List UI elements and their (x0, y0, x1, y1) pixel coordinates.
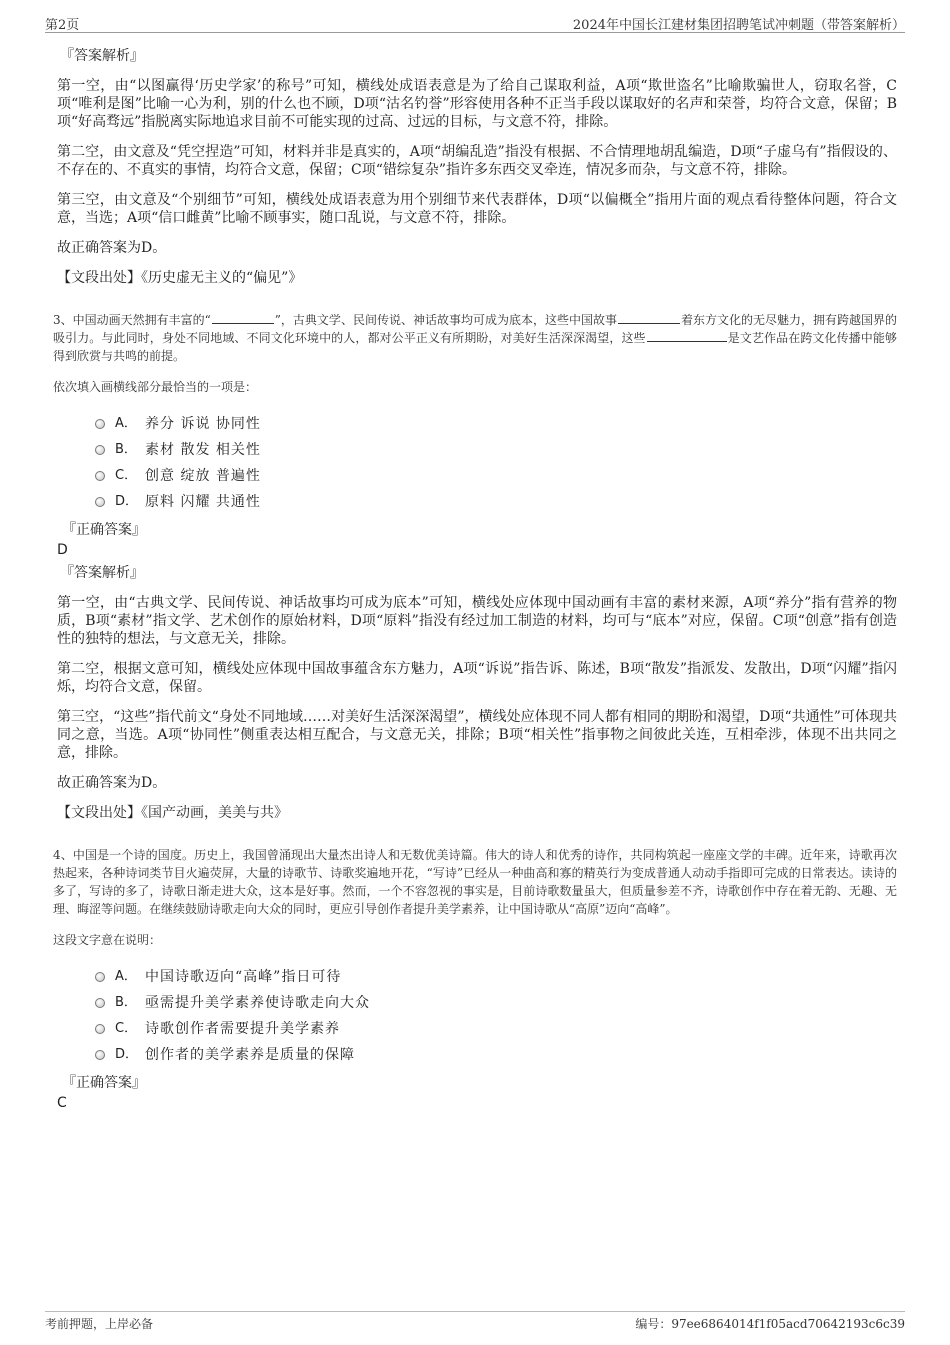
page-header (45, 14, 905, 33)
correct-answer: D (57, 542, 68, 558)
answer-conclusion: 故正确答案为D。 (57, 775, 167, 791)
blank-3 (647, 329, 727, 342)
radio-icon[interactable] (95, 471, 105, 481)
option-text: 亟需提升美学素养使诗歌走向大众 (145, 995, 370, 1011)
option-letter: A． (115, 416, 137, 431)
page-number: 第2页 (45, 18, 80, 33)
stem-text: 3、中国动画天然拥有丰富的“ (53, 313, 211, 327)
blank-1 (212, 311, 274, 324)
analysis-paragraph: 第三空，“这些”指代前文“身处不同地域……对美好生活深深渴望”，横线处应体现不同人都有相同的期盼和渴望，D项“共通性”可体现共同之意，当选。A项“协同性”侧重表达相互配合，与文意无关，排除；B项“相关性”指事物之间彼此关连，互相牵涉，体现不出共同之意，排除。 (57, 709, 897, 761)
analysis-heading: 『答案解析』 (60, 48, 144, 64)
option-text: 原料 闪耀 共通性 (145, 494, 261, 510)
option-letter: C． (115, 1021, 138, 1036)
page-footer (45, 1311, 905, 1335)
correct-answer-heading: 『正确答案』 (62, 1075, 146, 1091)
radio-icon[interactable] (95, 1050, 105, 1060)
option-b[interactable] (95, 437, 897, 463)
analysis-heading: 『答案解析』 (60, 565, 144, 581)
option-text: 创作者的美学素养是质量的保障 (145, 1047, 355, 1063)
question-3-prompt: 依次填入画横线部分最恰当的一项是： (53, 380, 258, 394)
blank-2 (618, 311, 680, 324)
option-text: 诗歌创作者需要提升美学素养 (145, 1021, 340, 1037)
question-4-options (95, 964, 897, 1068)
option-c[interactable] (95, 463, 897, 489)
page-content (53, 46, 897, 1116)
analysis-paragraph: 第二空，由文意及“凭空捏造”可知，材料并非是真实的，A项“胡编乱造”指没有根据、不合情理地胡乱编造，D项“子虚乌有”指假设的、不存在的、不真实的事情，均符合文意，保留；C项“错综复杂”指许多东西交叉牵连，情况多而杂，与文意不符，排除。 (57, 144, 897, 178)
correct-answer: C (57, 1095, 67, 1111)
analysis-paragraph: 第三空，由文意及“个别细节”可知，横线处成语表意为用个别细节来代表群体，D项“以偏概全”指用片面的观点看待整体问题，符合文意，当选；A项“信口雌黄”比喻不顾事实，随口乱说，与文意不符，排除。 (57, 192, 897, 226)
option-text: 中国诗歌迈向“高峰”指日可待 (145, 969, 342, 985)
document-title: 2024年中国长江建材集团招聘笔试冲刺题（带答案解析） (572, 18, 905, 33)
option-a[interactable] (95, 411, 897, 437)
option-letter: C． (115, 468, 138, 483)
radio-icon[interactable] (95, 998, 105, 1008)
option-letter: A． (115, 969, 137, 984)
option-letter: B． (115, 995, 137, 1010)
question-3-options (95, 411, 897, 515)
option-d[interactable] (95, 1042, 897, 1068)
option-b[interactable] (95, 990, 897, 1016)
stem-text: 着东方文化的无尽魅力，拥有跨越国界的吸引力。与此同时，身处不同地域、不同文化环境中的人，都对公平正义有所期盼，对美好生活深深渴望，这些 (53, 313, 897, 345)
stem-text: ”，古典文学、民间传说、神话故事均可成为底本，这些中国故事 (274, 313, 617, 327)
radio-icon[interactable] (95, 445, 105, 455)
option-text: 养分 诉说 协同性 (145, 416, 261, 432)
option-a[interactable] (95, 964, 897, 990)
question-4-stem: 4、中国是一个诗的国度。历史上，我国曾涌现出大量杰出诗人和无数优美诗篇。伟大的诗人和优秀的诗作，共同构筑起一座座文学的丰碑。近年来，诗歌再次热起来，各种诗词类节目火遍荧屏，大量的诗歌节、诗歌奖遍地开花，“写诗”已经从一种曲高和寡的精英行为变成普通人动动手指即可完成的日常表达。读诗的多了，写诗的多了，诗歌日渐走进大众，这本是好事。然而，一个不容忽视的事实是，目前诗歌数量虽大，但质量参差不齐，诗歌创作中存在着无韵、无趣、无理、晦涩等问题。在继续鼓励诗歌走向大众的同时，更应引导创作者提升美学素养，让中国诗歌从“高原”迈向“高峰”。 (53, 848, 897, 916)
option-letter: D． (115, 1047, 139, 1062)
option-c[interactable] (95, 1016, 897, 1042)
option-text: 创意 绽放 普遍性 (145, 468, 261, 484)
radio-icon[interactable] (95, 497, 105, 507)
question-3-stem (53, 311, 897, 365)
correct-answer-heading: 『正确答案』 (62, 522, 146, 538)
option-letter: B． (115, 442, 137, 457)
option-d[interactable] (95, 489, 897, 515)
passage-source: 【文段出处】《历史虚无主义的“偏见”》 (57, 270, 303, 286)
analysis-paragraph: 第一空，由“以图赢得‘历史学家’的称号”可知，横线处成语表意是为了给自己谋取利益，A项“欺世盗名”比喻欺骗世人，窃取名誉，C项“唯利是图”比喻一心为利，别的什么也不顾，D项“沽名钓誉”形容使用各种不正当手段以谋取好的名声和荣誉，均符合文意，保留；B项“好高骛远”指脱离实际地追求目前不可能实现的过高、过远的目标，与文意不符，排除。 (57, 78, 897, 130)
document-id: 编号：97ee6864014f1f05acd70642193c6c39 (635, 1317, 905, 1331)
option-text: 素材 散发 相关性 (145, 442, 261, 458)
question-4-prompt: 这段文字意在说明： (53, 933, 162, 947)
radio-icon[interactable] (95, 419, 105, 429)
radio-icon[interactable] (95, 1024, 105, 1034)
analysis-paragraph: 第一空，由“古典文学、民间传说、神话故事均可成为底本”可知，横线处应体现中国动画有丰富的素材来源，A项“养分”指有营养的物质，B项“素材”指文学、艺术创作的原始材料，D项“原料”指没有经过加工制造的材料，均可与“底本”对应，保留。C项“创意”指有创造性的独特的想法，与文意无关，排除。 (57, 595, 897, 647)
footer-slogan: 考前押题，上岸必备 (45, 1317, 154, 1331)
option-letter: D． (115, 494, 139, 509)
analysis-paragraph: 第二空，根据文意可知，横线处应体现中国故事蕴含东方魅力，A项“诉说”指告诉、陈述，B项“散发”指派发、发散出，D项“闪耀”指闪烁，均符合文意，保留。 (57, 661, 897, 695)
stem-text: 是文艺作品在跨文化传播中能够得到欣赏与共鸣的前提。 (53, 331, 897, 363)
radio-icon[interactable] (95, 972, 105, 982)
passage-source: 【文段出处】《国产动画，美美与共》 (57, 805, 288, 821)
answer-conclusion: 故正确答案为D。 (57, 240, 167, 256)
